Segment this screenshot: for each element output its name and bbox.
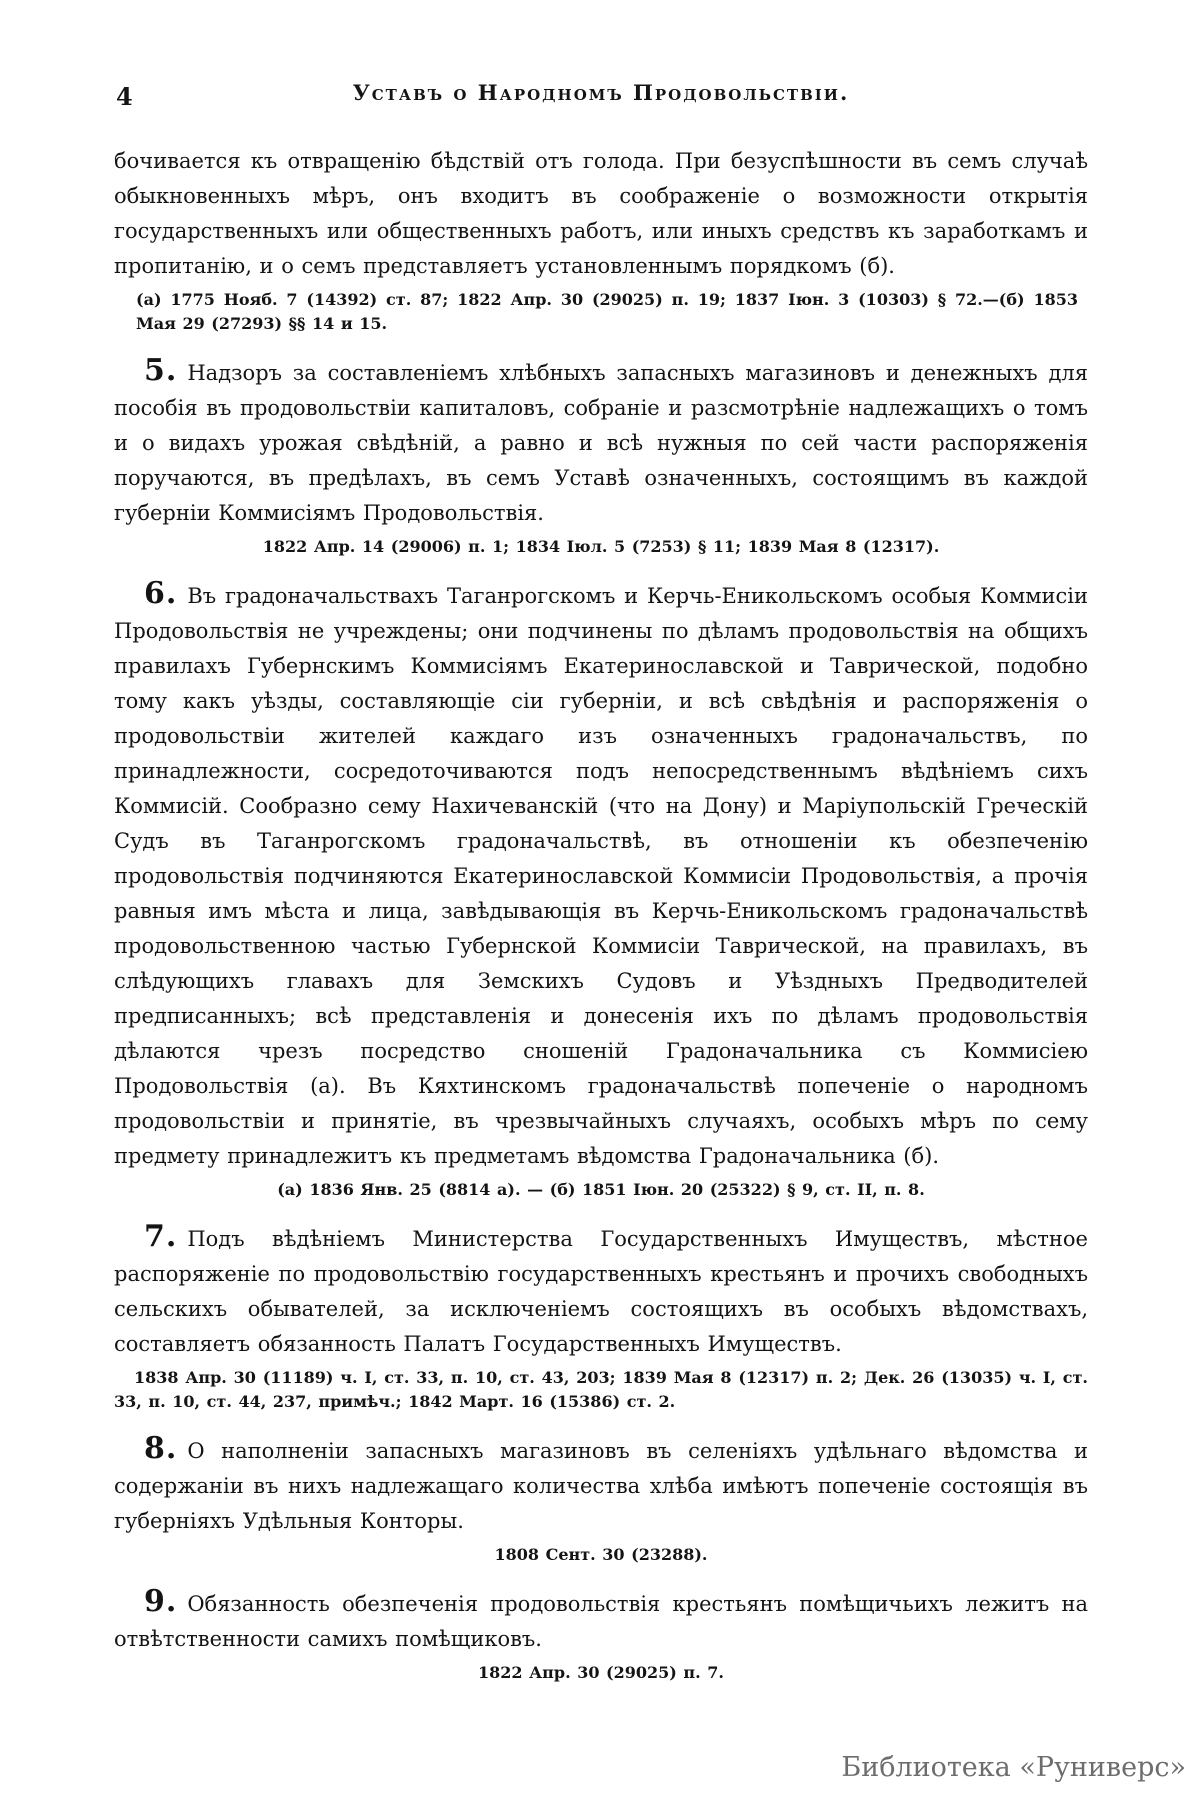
legal-citation: 1808 Сент. 30 (23288). bbox=[494, 1545, 708, 1564]
page-header bbox=[114, 80, 1088, 112]
paragraph-text: бочивается къ отвращенію бѣдствій отъ голода. При безуспѣшности въ семъ случаѣ обыкновенныхъ мѣръ, онъ входитъ въ соображеніе о возможности открытія государственныхъ или общественныхъ работъ, или иныхъ средствъ къ заработкамъ и пропитанію, и о семъ представляетъ установленнымъ порядкомъ (б). bbox=[114, 149, 1088, 278]
section-paragraph-5 bbox=[114, 353, 1088, 531]
legal-citation: (а) 1836 Янв. 25 (8814 а). — (б) 1851 Іюн. 20 (25322) § 9, ст. II, п. 8. bbox=[277, 1180, 925, 1199]
legal-citation: 1822 Апр. 14 (29006) п. 1; 1834 Іюл. 5 (7253) § 11; 1839 Мая 8 (12317). bbox=[262, 537, 940, 556]
section-text: О наполненіи запасныхъ магазиновъ въ селеніяхъ удѣльнаго вѣдомства и содержаніи въ нихъ надлежащаго количества хлѣба имѣютъ попеченіе состоящія въ губерніяхъ Удѣльныя Конторы. bbox=[114, 1439, 1088, 1533]
legal-citation: 1838 Апр. 30 (11189) ч. I, ст. 33, п. 10, ст. 43, 203; 1839 Мая 8 (12317) п. 2; Дек. 26 (13035) ч. I, ст. 33, п. 10, ст. 44, 237, примѣч.; 1842 Март. 16 (15386) ст. 2. bbox=[114, 1368, 1088, 1411]
section-paragraph-8 bbox=[114, 1431, 1088, 1539]
library-watermark: Библиотека «Руниверс» bbox=[841, 1752, 1186, 1783]
section-text: Въ градоначальствахъ Таганрогскомъ и Керчь-Еникольскомъ особыя Коммисіи Продовольствія не учреждены; они подчинены по дѣламъ продовольствія на общихъ правилахъ Губернскимъ Коммисіямъ Екатеринославской и Таврической, подобно тому какъ уѣзды, составляющіе сіи губерніи, и всѣ свѣдѣнія и распоряженія о продовольствіи жителей каждаго изъ означенныхъ градоначальствъ, по принадлежности, сосредоточиваются подъ непосредственнымъ вѣдѣніемъ сихъ Коммисій. Сообразно сему Нахичеванскій (что на Дону) и Маріупольскій Греческій Судъ въ Таганрогскомъ градоначальствѣ, въ отношеніи къ обезпеченію продовольствія подчиняются Екатеринославской Коммисіи Продовольствія, а прочія равныя имъ мѣста и лица, завѣдывающія въ Керчь-Еникольскомъ градоначальствѣ продовольственною частью Губернской Коммисіи Таврической, на правилахъ, въ слѣдующихъ главахъ для Земскихъ Судовъ и Уѣздныхъ Предводителей предписанныхъ; всѣ представленія и донесенія ихъ по дѣламъ продовольствія дѣлаются чрезъ посредство сношеній Градоначальника съ Коммисіею Продовольствія (а). Въ Кяхтинскомъ градоначальствѣ попеченіе о народномъ продовольствіи и принятіе, въ чрезвычайныхъ случаяхъ, особыхъ мѣръ по сему предмету принадлежитъ къ предметамъ вѣдомства Градоначальника (б). bbox=[114, 584, 1088, 1168]
section-paragraph-6 bbox=[114, 576, 1088, 1174]
section-number: 7. bbox=[144, 1219, 178, 1254]
legal-citation: (а) 1775 Нояб. 7 (14392) ст. 87; 1822 Апр. 30 (29025) п. 19; 1837 Іюн. 3 (10303) § 72.—(б) 1853 Мая 29 (27293) §§ 14 и 15. bbox=[136, 290, 1078, 333]
section-number: 9. bbox=[144, 1584, 178, 1619]
section-paragraph-9 bbox=[114, 1584, 1088, 1657]
legal-citation: 1822 Апр. 30 (29025) п. 7. bbox=[478, 1663, 724, 1682]
running-title: Уставъ о Народномъ Продовольствіи. bbox=[352, 80, 850, 105]
body-paragraph-continuation bbox=[114, 144, 1088, 284]
section-number: 8. bbox=[144, 1431, 178, 1466]
section-text: Подъ вѣдѣніемъ Министерства Государственныхъ Имуществъ, мѣстное распоряженіе по продовольствію государственныхъ крестьянъ и прочихъ свободныхъ сельскихъ обывателей, за исключеніемъ состоящихъ въ особыхъ вѣдомствахъ, составляетъ обязанность Палатъ Государственныхъ Имуществъ. bbox=[114, 1227, 1088, 1356]
section-number: 5. bbox=[144, 353, 178, 388]
section-paragraph-7 bbox=[114, 1219, 1088, 1362]
page-number: 4 bbox=[116, 82, 133, 111]
section-text: Надзоръ за составленіемъ хлѣбныхъ запасныхъ магазиновъ и денежныхъ для пособія въ продовольствіи капиталовъ, собраніе и разсмотрѣніе надлежащихъ о томъ и о видахъ урожая свѣдѣній, а равно и всѣ нужныя по сей части распоряженія поручаются, въ предѣлахъ, въ семъ Уставѣ означенныхъ, состоящимъ въ каждой губерніи Коммисіямъ Продовольствія. bbox=[114, 361, 1088, 525]
section-number: 6. bbox=[144, 576, 178, 611]
section-text: Обязанность обезпеченія продовольствія крестьянъ помѣщичьихъ лежитъ на отвѣтственности самихъ помѣщиковъ. bbox=[114, 1592, 1088, 1651]
